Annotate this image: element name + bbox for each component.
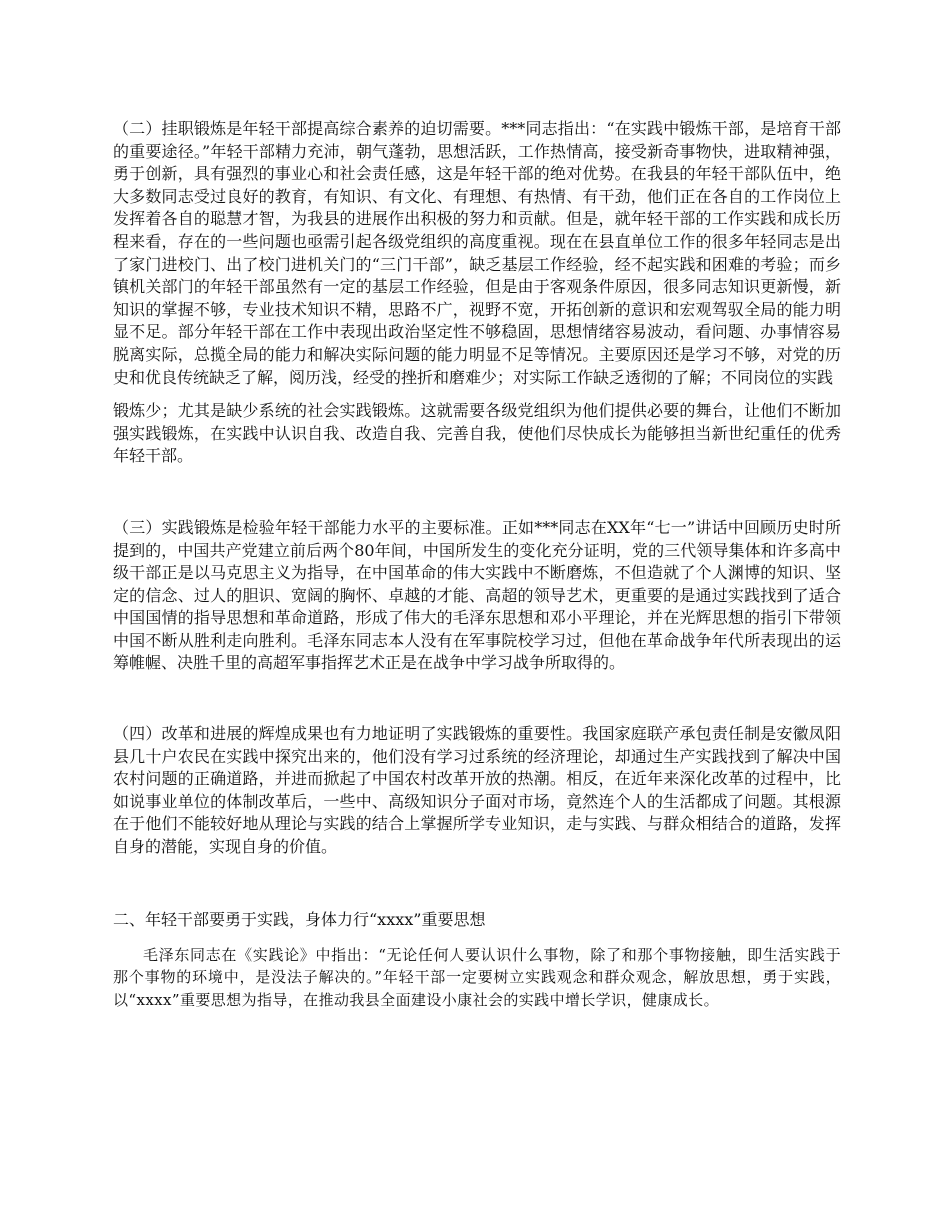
paragraph-section-2-part-b: 锻炼少；尤其是缺少系统的社会实践锻炼。这就需要各级党组织为他们提供必要的舞台，让他们不断加强实践锻炼，在实践中认识自我、改造自我、完善自我，使他们尽快成长为能够担当新世纪重任的优秀年轻干部。 bbox=[113, 401, 841, 466]
section-heading-two: 二、年轻干部要勇于实践，身体力行“xxxx”重要思想 bbox=[113, 909, 486, 929]
paragraph-section-2-part-a: （二）挂职锻炼是年轻干部提高综合素养的迫切需要。***同志指出：“在实践中锻炼干部，是培育干部的重要途径。”年轻干部精力充沛，朝气蓬勃，思想活跃，工作热情高，接受新奇事物快，进取精神强，勇于创新，具有强烈的事业心和社会责任感，这是年轻干部的绝对优势。在我县的年轻干部队伍中，绝大多数同志受过良好的教育，有知识、有文化、有理想、有热情、有干劲，他们正在各自的工作岗位上发挥着各自的聪慧才智，为我县的进展作出积极的努力和贡献。但是，就年轻干部的工作实践和成长历程来看，存在的一些问题也亟需引起各级党组织的高度重视。现在在县直单位工作的很多年轻同志是出了家门进校门、出了校门进机关门的“三门干部”，缺乏基层工作经验，经不起实践和困难的考验；而乡镇机关部门的年轻干部虽然有一定的基层工作经验，但是由于客观条件原因，很多同志知识更新慢，新知识的掌握不够，专业技术知识不精，思路不广，视野不宽，开拓创新的意识和宏观驾驭全局的能力明显不足。部分年轻干部在工作中表现出政治坚定性不够稳固，思想情绪容易波动，看问题、办事情容易脱离实际，总揽全局的能力和解决实际问题的能力明显不足等情况。主要原因还是学习不够，对党的历史和优良传统缺乏了解，阅历浅，经受的挫折和磨难少；对实际工作缺乏透彻的了解；不同岗位的实践 bbox=[113, 119, 841, 387]
paragraph-section-4: （四）改革和进展的辉煌成果也有力地证明了实践锻炼的重要性。我国家庭联产承包责任制是安徽凤阳县几十户农民在实践中探究出来的，他们没有学习过系统的经济理论，却通过生产实践找到了解决中国农村问题的正确道路，并进而掀起了中国农村改革开放的热潮。相反，在近年来深化改革的过程中，比如说事业单位的体制改革后，一些中、高级知识分子面对市场，竟然连个人的生活都成了问题。其根源在于他们不能较好地从理论与实践的结合上掌握所学专业知识，走与实践、与群众相结合的道路，发挥自身的潜能，实现自身的价值。 bbox=[113, 724, 841, 857]
paragraph-mao-quote: 毛泽东同志在《实践论》中指出：“无论任何人要认识什么事物，除了和那个事物接触，即生活实践于那个事物的环境中，是没法子解决的。”年轻干部一定要树立实践观念和群众观念，解放思想，勇于实践，以“xxxx”重要思想为指导，在推动我县全面建设小康社会的实践中增长学识，健康成长。 bbox=[113, 945, 841, 1009]
document-page bbox=[113, 118, 841, 1011]
paragraph-section-3: （三）实践锻炼是检验年轻干部能力水平的主要标准。正如***同志在XX年“七一”讲话中回顾历史时所提到的，中国共产党建立前后两个80年间，中国所发生的变化充分证明，党的三代领导集体和许多高中级干部正是以马克思主义为指导，在中国革命的伟大实践中不断磨炼，不但造就了个人渊博的知识、坚定的信念、过人的胆识、宽阔的胸怀、卓越的才能、高超的领导艺术，更重要的是通过实践找到了适合中国国情的指导思想和革命道路，形成了伟大的毛泽东思想和邓小平理论，并在光辉思想的指引下带领中国不断从胜利走向胜利。毛泽东同志本人没有在军事院校学习过，但他在革命战争年代所表现出的运筹帷幄、决胜千里的高超军事指挥艺术正是在战争中学习战争所取得的。 bbox=[113, 517, 841, 673]
